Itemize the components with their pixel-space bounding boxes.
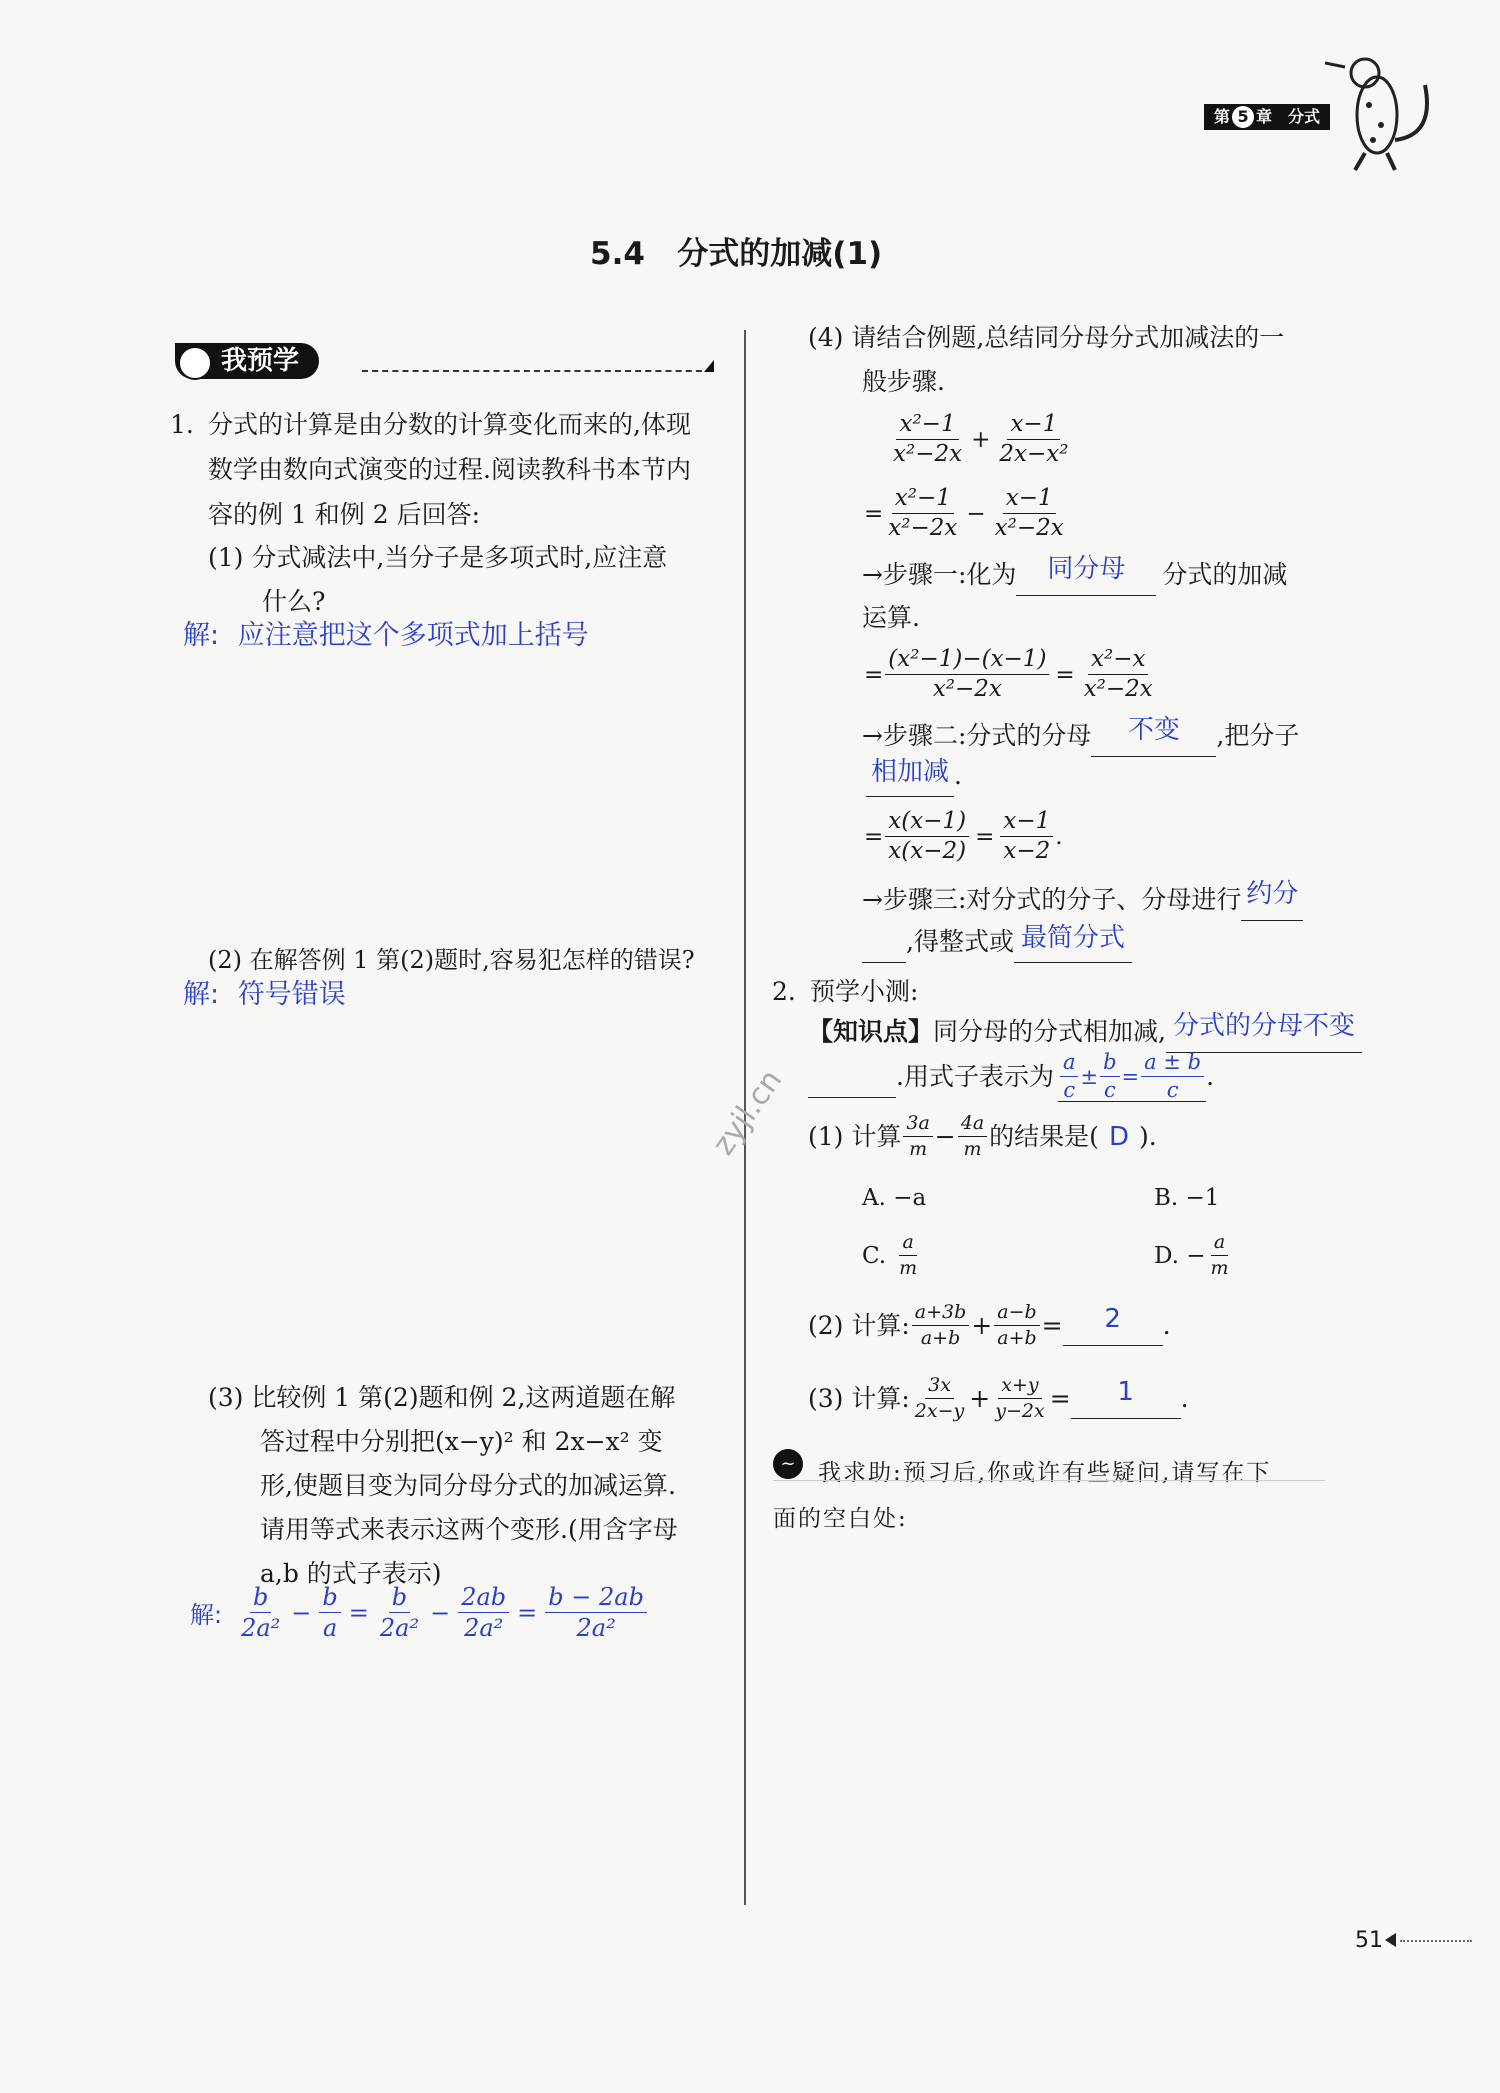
q2-number: 2. bbox=[772, 977, 796, 1006]
kp-text2: .用式子表示为 bbox=[896, 1062, 1054, 1091]
c2-answer: 2 bbox=[1104, 1304, 1121, 1334]
answer-3: 解: $\frac{b}{\text{2a²}}$ − $\frac{b}{a}$ = $\frac{b}{\text{2a²}}$ − $\frac{2ab}{\text{2a²}}$ = $\frac{b - 2ab}{\text{2a²}}$ bbox=[190, 1585, 649, 1640]
chapter-name: 分式 bbox=[1288, 107, 1321, 126]
expr-line2: = $\frac{\text{x²−1}}{\text{x²−2x}}$ − $\frac{x-1}{\text{x²−2x}}$ bbox=[864, 487, 1069, 540]
help-line2: 面的空白处: bbox=[773, 1506, 908, 1532]
chapter-suffix: 章 bbox=[1256, 107, 1273, 126]
option-a: A. −a bbox=[862, 1185, 927, 1211]
fraction: $\frac{x(x-1)}{x(x-2)}$ bbox=[885, 810, 969, 863]
c2-pre: (2) 计算: bbox=[808, 1310, 910, 1340]
banner-dash-line bbox=[362, 370, 712, 372]
step2-line2: 相加减 . bbox=[866, 756, 962, 797]
c1-answer: D bbox=[1108, 1121, 1129, 1152]
q4-line1: (4) 请结合例题,总结同分母分式加减法的一 bbox=[808, 323, 1285, 352]
chapter-prefix: 第 bbox=[1214, 107, 1231, 126]
answer-1 bbox=[183, 613, 589, 652]
fraction: $\frac{a-b}{a+b}$ bbox=[994, 1303, 1039, 1348]
step1-fill: 同分母 bbox=[1047, 554, 1126, 584]
step2-blank2 bbox=[866, 756, 954, 797]
page-number: 51 bbox=[1355, 1928, 1383, 1953]
q1-3-line: a,b 的式子表示) bbox=[260, 1559, 442, 1588]
q1-1-line1: (1) 分式减法中,当分子是多项式时,应注意 bbox=[208, 543, 668, 572]
expr-line3: = $\frac{\text{(x²−1)−(x−1)}}{\text{x²−2x}}$ = $\frac{\text{x²−x}}{\text{x²−2x}}$ bbox=[864, 648, 1158, 701]
c3-answer: 1 bbox=[1117, 1377, 1134, 1407]
q4-line2: 般步骤. bbox=[862, 367, 945, 396]
step1-line bbox=[862, 555, 1287, 596]
step1-blank bbox=[1016, 555, 1156, 596]
fraction: $\frac{x-1}{\text{2x−x²}}$ bbox=[999, 411, 1069, 467]
q1-number: 1. bbox=[170, 410, 194, 439]
q1-3-line: 请用等式来表示这两个变形.(用含字母 bbox=[260, 1515, 678, 1544]
page-title: 5.4 分式的加减(1) bbox=[590, 236, 883, 272]
expr-line1: $\frac{\text{x²−1}}{\text{x²−2x}}$ + $\frac{x-1}{\text{2x−x²}}$ bbox=[888, 413, 1073, 466]
answer-3-label: 解: bbox=[190, 1601, 223, 1629]
kp-fill: 分式的分母不变 bbox=[1172, 1011, 1355, 1041]
c3-pre: (3) 计算: bbox=[808, 1383, 910, 1413]
q1-line: 数学由数向式演变的过程.阅读教科书本节内 bbox=[208, 455, 691, 484]
step2-pre: →步骤二:分式的分母 bbox=[862, 721, 1092, 750]
step1-post: 分式的加减 bbox=[1162, 560, 1288, 589]
step2-fill1: 不变 bbox=[1127, 715, 1180, 745]
fraction: $\frac{b}{c}$ bbox=[1100, 1052, 1119, 1101]
expr-line4: = $\frac{x(x-1)}{x(x-2)}$ = $\frac{x-1}{x-2}$ . bbox=[864, 808, 1063, 864]
step3-fill2: 最简分式 bbox=[1020, 923, 1125, 953]
step2-mid: ,把分子 bbox=[1216, 721, 1300, 750]
c3-blank bbox=[1071, 1378, 1181, 1419]
q1-line: 容的例 1 和例 2 后回答: bbox=[208, 500, 481, 529]
fraction: $\frac{x-1}{\text{x²−2x}}$ bbox=[994, 485, 1064, 541]
step2-fill2: 相加减 bbox=[870, 757, 949, 787]
fraction: $\frac{a}{m}$ bbox=[1210, 1231, 1229, 1279]
fraction: $\frac{x+y}{y-2x}$ bbox=[995, 1374, 1045, 1422]
fraction: $\frac{4a}{m}$ bbox=[958, 1114, 987, 1159]
help-rule bbox=[773, 1480, 1325, 1481]
fraction: $\frac{b}{\text{2a²}}$ bbox=[241, 1583, 281, 1642]
fraction: $\frac{\text{x²−1}}{\text{x²−2x}}$ bbox=[888, 485, 958, 541]
footer-dots bbox=[1400, 1940, 1472, 1942]
fraction: $\frac{\text{x²−x}}{\text{x²−2x}}$ bbox=[1083, 646, 1153, 702]
answer-1-label: 解: bbox=[183, 620, 220, 651]
fraction: $\frac{\text{x²−1}}{\text{x²−2x}}$ bbox=[893, 411, 963, 467]
c1-post: 的结果是( bbox=[989, 1121, 1099, 1151]
knowledge-line2: .用式子表示为 $\frac{a}{c}$ ± $\frac{b}{c}$ = $\frac{a \pm b}{c}$ . bbox=[808, 1052, 1214, 1102]
step3-blank-lead bbox=[862, 922, 906, 963]
page-arrow-icon bbox=[1385, 1933, 1396, 1947]
kp-label: 【知识点】 bbox=[808, 1017, 934, 1046]
answer-2 bbox=[183, 972, 346, 1011]
step3-fill1: 约分 bbox=[1246, 879, 1299, 909]
calc3-line: (3) 计算: $\frac{3x}{2x-y}$ + $\frac{x+y}{y-2x}$ = 1 . bbox=[808, 1374, 1189, 1422]
kp-text: 同分母的分式相加减, bbox=[933, 1017, 1166, 1046]
step1-line2: 运算. bbox=[862, 603, 920, 632]
q1-1-line2: 什么? bbox=[262, 587, 326, 616]
knowledge-line bbox=[808, 1012, 1362, 1053]
step1-pre: →步骤一:化为 bbox=[862, 560, 1017, 589]
q1-text bbox=[208, 405, 728, 535]
kp-blank-lead bbox=[808, 1057, 896, 1098]
q1-line: 分式的计算是由分数的计算变化而来的,体现 bbox=[208, 410, 691, 439]
answer-2-text: 符号错误 bbox=[237, 979, 346, 1010]
fraction: $\frac{b}{a}$ bbox=[319, 1585, 340, 1640]
calc2-line: (2) 计算: $\frac{a+3b}{a+b}$ + $\frac{a-b}{a+b}$ = 2 . bbox=[808, 1301, 1171, 1349]
fraction: $\frac{a+3b}{a+b}$ bbox=[912, 1303, 970, 1348]
option-c-label: C. bbox=[862, 1242, 887, 1269]
c2-blank bbox=[1063, 1305, 1163, 1346]
help-line1: 我求助:预习后,你或许有些疑问,请写在下 bbox=[818, 1460, 1272, 1486]
fraction: $\frac{x-1}{x-2}$ bbox=[1000, 810, 1053, 863]
step2-line bbox=[862, 716, 1299, 757]
kp-formula: $\frac{a}{c}$ ± $\frac{b}{c}$ = $\frac{a \pm b}{c}$ bbox=[1058, 1052, 1206, 1102]
q1-2: (2) 在解答例 1 第(2)题时,容易犯怎样的错误? bbox=[208, 946, 695, 974]
answer-2-label: 解: bbox=[183, 979, 220, 1010]
option-c bbox=[862, 1233, 922, 1278]
chapter-header bbox=[1204, 104, 1330, 130]
q2-title: 预学小测: bbox=[810, 977, 919, 1006]
fraction: $\frac{a \pm b}{c}$ bbox=[1141, 1052, 1204, 1101]
step3-blank1 bbox=[1241, 880, 1303, 921]
q1-3-line: 形,使题目变为同分母分式的加减运算. bbox=[260, 1471, 676, 1500]
c1-close: ). bbox=[1138, 1121, 1157, 1151]
step3-pre: →步骤三:对分式的分子、分母进行 bbox=[862, 885, 1242, 914]
kp-blank bbox=[1166, 1012, 1362, 1053]
option-d bbox=[1154, 1233, 1234, 1278]
chapter-num: 5 bbox=[1232, 106, 1254, 128]
step3-line2 bbox=[862, 922, 1132, 963]
fraction: $\frac{a}{c}$ bbox=[1060, 1052, 1079, 1101]
banner-arrow-icon bbox=[704, 360, 714, 372]
help-text bbox=[818, 1448, 1271, 1498]
option-d-label: D. − bbox=[1154, 1242, 1206, 1269]
step3-line bbox=[862, 880, 1303, 921]
banner-logo-icon bbox=[178, 346, 212, 380]
watermark: zyjl.cn bbox=[705, 1063, 790, 1162]
fraction: $\frac{3x}{2x-y}$ bbox=[914, 1374, 965, 1422]
banner-label: 我预学 bbox=[221, 346, 300, 376]
answer-1-text: 应注意把这个多项式加上括号 bbox=[237, 620, 589, 651]
calc1-line: (1) 计算 $\frac{3a}{m}$ − $\frac{4a}{m}$ 的结果是( D ). bbox=[808, 1112, 1157, 1160]
fraction: $\frac{b - 2ab}{\text{2a²}}$ bbox=[545, 1585, 647, 1640]
fraction: $\frac{a}{m}$ bbox=[899, 1231, 918, 1279]
c1-pre: (1) 计算 bbox=[808, 1121, 902, 1151]
cheetah-mascot-icon bbox=[1325, 45, 1445, 175]
fraction: $\frac{3a}{m}$ bbox=[903, 1114, 932, 1159]
q1-3-line: (3) 比较例 1 第(2)题和例 2,这两道题在解 bbox=[208, 1383, 676, 1412]
step3-mid: ,得整式或 bbox=[906, 927, 1014, 956]
option-b: B. −1 bbox=[1154, 1185, 1220, 1211]
q1-3-line: 答过程中分别把(x−y)² 和 2x−x² 变 bbox=[260, 1427, 663, 1456]
fraction: $\frac{b}{\text{2a²}}$ bbox=[379, 1583, 420, 1642]
q1-3-text bbox=[208, 1378, 728, 1594]
step2-blank1 bbox=[1091, 716, 1216, 757]
help-icon: ~ bbox=[773, 1449, 803, 1479]
fraction: $\frac{\text{(x²−1)−(x−1)}}{\text{x²−2x}}$ bbox=[885, 648, 1049, 701]
fraction: $\frac{2ab}{\text{2a²}}$ bbox=[458, 1585, 509, 1640]
step3-blank2 bbox=[1014, 922, 1132, 963]
